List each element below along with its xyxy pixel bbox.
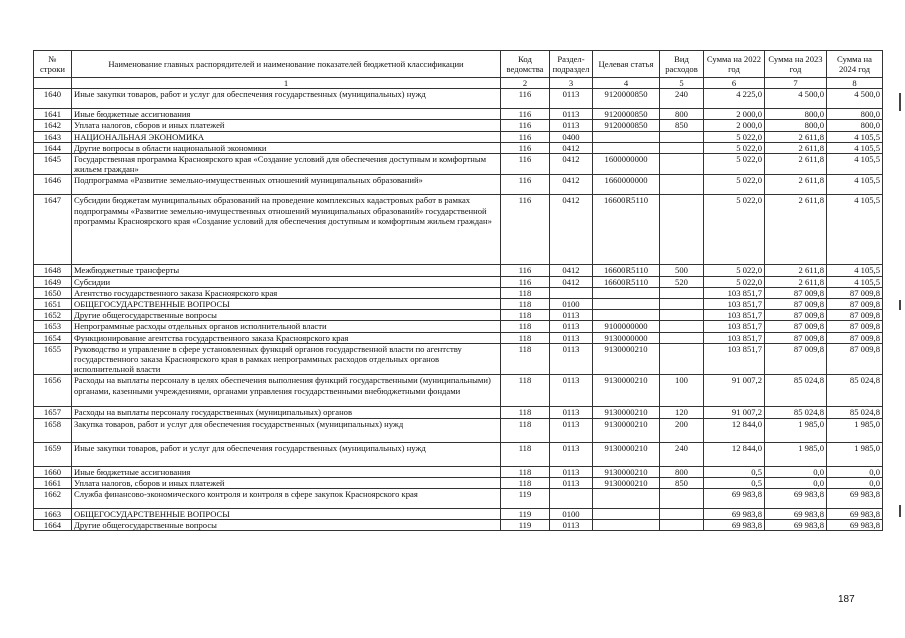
row-sum-2024: 4 105,5 xyxy=(827,195,883,265)
row-expense-kind: 850 xyxy=(660,477,704,488)
table-row xyxy=(34,109,883,120)
row-expense-kind xyxy=(660,310,704,321)
row-sum-2024: 1 985,0 xyxy=(827,418,883,442)
row-name: Межбюджетные трансферты xyxy=(72,265,501,276)
row-sum-2022: 2 000,0 xyxy=(704,120,765,131)
row-sum-2024: 87 009,8 xyxy=(827,287,883,298)
row-sum-2023: 85 024,8 xyxy=(765,407,827,418)
row-sum-2024: 800,0 xyxy=(827,120,883,131)
row-name: ОБЩЕГОСУДАРСТВЕННЫЕ ВОПРОСЫ xyxy=(72,509,501,520)
row-target-code: 9130000210 xyxy=(593,477,660,488)
row-number: 1652 xyxy=(34,310,72,321)
table-row xyxy=(34,89,883,109)
header-row xyxy=(34,51,883,78)
table-row xyxy=(34,520,883,531)
row-section-code: 0412 xyxy=(550,175,593,195)
row-section-code: 0113 xyxy=(550,120,593,131)
row-number: 1662 xyxy=(34,489,72,509)
row-target-code: 9130000000 xyxy=(593,332,660,343)
row-number: 1660 xyxy=(34,466,72,477)
row-sum-2024: 85 024,8 xyxy=(827,407,883,418)
column-number: 1 xyxy=(72,78,501,89)
row-number: 1641 xyxy=(34,109,72,120)
row-expense-kind: 120 xyxy=(660,407,704,418)
table-row xyxy=(34,195,883,265)
header-section: Раздел-подраздел xyxy=(550,51,593,78)
row-sum-2024: 0,0 xyxy=(827,477,883,488)
row-expense-kind xyxy=(660,175,704,195)
row-number: 1653 xyxy=(34,321,72,332)
row-sum-2022: 69 983,8 xyxy=(704,520,765,531)
row-number: 1650 xyxy=(34,287,72,298)
row-section-code: 0412 xyxy=(550,276,593,287)
row-expense-kind xyxy=(660,195,704,265)
row-dept-code: 116 xyxy=(501,276,550,287)
row-name: Подпрограмма «Развитие земельно-имущественных отношений муниципальных образований» xyxy=(72,175,501,195)
row-dept-code: 116 xyxy=(501,109,550,120)
row-sum-2024: 800,0 xyxy=(827,109,883,120)
row-dept-code: 118 xyxy=(501,287,550,298)
row-expense-kind xyxy=(660,343,704,375)
row-dept-code: 119 xyxy=(501,509,550,520)
table-row xyxy=(34,466,883,477)
table-row xyxy=(34,418,883,442)
row-dept-code: 118 xyxy=(501,418,550,442)
row-sum-2023: 87 009,8 xyxy=(765,287,827,298)
row-number: 1646 xyxy=(34,175,72,195)
column-number: 7 xyxy=(765,78,827,89)
row-dept-code: 118 xyxy=(501,332,550,343)
row-name: Субсидии бюджетам муниципальных образований на проведение комплексных кадастровых работ в рамках подпрограммы «Развитие земельно-имущественных отношений муниципальных образований» государственной программы Красноярского края «Создание условий для обеспечения доступным и комфортным жильем граждан» xyxy=(72,195,501,265)
table-row xyxy=(34,477,883,488)
row-name: Расходы на выплаты персоналу государственных (муниципальных) органов xyxy=(72,407,501,418)
row-sum-2022: 91 007,2 xyxy=(704,375,765,407)
row-name: Другие вопросы в области национальной экономики xyxy=(72,142,501,153)
row-sum-2022: 103 851,7 xyxy=(704,299,765,310)
row-target-code: 16600R5110 xyxy=(593,265,660,276)
row-dept-code: 118 xyxy=(501,375,550,407)
row-sum-2024: 4 500,0 xyxy=(827,89,883,109)
row-sum-2022: 5 022,0 xyxy=(704,265,765,276)
row-name: Расходы на выплаты персоналу в целях обеспечения выполнения функций государственными (муниципальными) органами, казенными учреждениями, органами управления государственными внебюджетными фондами xyxy=(72,375,501,407)
row-expense-kind: 500 xyxy=(660,265,704,276)
row-number: 1640 xyxy=(34,89,72,109)
row-section-code: 0113 xyxy=(550,418,593,442)
row-name: Иные бюджетные ассигнования xyxy=(72,466,501,477)
row-number: 1649 xyxy=(34,276,72,287)
row-target-code: 16600R5110 xyxy=(593,276,660,287)
row-section-code: 0113 xyxy=(550,407,593,418)
header-sum-2023: Сумма на 2023 год xyxy=(765,51,827,78)
row-dept-code: 118 xyxy=(501,442,550,466)
table-row xyxy=(34,299,883,310)
row-sum-2022: 103 851,7 xyxy=(704,332,765,343)
row-number: 1648 xyxy=(34,265,72,276)
row-name: Непрограммные расходы отдельных органов исполнительной власти xyxy=(72,321,501,332)
row-sum-2023: 2 611,8 xyxy=(765,142,827,153)
row-expense-kind: 800 xyxy=(660,109,704,120)
row-number: 1642 xyxy=(34,120,72,131)
row-expense-kind: 850 xyxy=(660,120,704,131)
row-sum-2023: 2 611,8 xyxy=(765,276,827,287)
column-number: 4 xyxy=(593,78,660,89)
row-section-code: 0113 xyxy=(550,466,593,477)
row-sum-2022: 12 844,0 xyxy=(704,418,765,442)
row-expense-kind: 240 xyxy=(660,442,704,466)
row-expense-kind xyxy=(660,509,704,520)
scan-edge-mark xyxy=(899,300,901,310)
row-sum-2022: 103 851,7 xyxy=(704,321,765,332)
row-target-code: 9130000210 xyxy=(593,407,660,418)
table-row xyxy=(34,131,883,142)
row-target-code: 1660000000 xyxy=(593,175,660,195)
row-section-code: 0113 xyxy=(550,375,593,407)
row-number: 1663 xyxy=(34,509,72,520)
row-sum-2023: 2 611,8 xyxy=(765,175,827,195)
row-section-code: 0100 xyxy=(550,509,593,520)
column-number: 6 xyxy=(704,78,765,89)
row-sum-2024: 4 105,5 xyxy=(827,175,883,195)
table-row xyxy=(34,407,883,418)
row-target-code: 1600000000 xyxy=(593,154,660,175)
row-target-code xyxy=(593,142,660,153)
row-name: НАЦИОНАЛЬНАЯ ЭКОНОМИКА xyxy=(72,131,501,142)
column-number: 3 xyxy=(550,78,593,89)
row-sum-2022: 5 022,0 xyxy=(704,175,765,195)
row-sum-2024: 0,0 xyxy=(827,466,883,477)
budget-table xyxy=(33,50,883,531)
row-sum-2024: 4 105,5 xyxy=(827,276,883,287)
row-sum-2022: 103 851,7 xyxy=(704,287,765,298)
row-name: Уплата налогов, сборов и иных платежей xyxy=(72,477,501,488)
row-target-code: 9130000210 xyxy=(593,466,660,477)
row-sum-2023: 800,0 xyxy=(765,120,827,131)
table-row xyxy=(34,276,883,287)
row-sum-2023: 4 500,0 xyxy=(765,89,827,109)
row-sum-2023: 2 611,8 xyxy=(765,265,827,276)
row-sum-2024: 69 983,8 xyxy=(827,520,883,531)
row-sum-2023: 69 983,8 xyxy=(765,509,827,520)
row-name: Иные бюджетные ассигнования xyxy=(72,109,501,120)
row-sum-2023: 87 009,8 xyxy=(765,321,827,332)
row-section-code: 0113 xyxy=(550,477,593,488)
row-sum-2022: 69 983,8 xyxy=(704,489,765,509)
table-row xyxy=(34,321,883,332)
row-dept-code: 119 xyxy=(501,520,550,531)
row-sum-2023: 87 009,8 xyxy=(765,343,827,375)
row-target-code xyxy=(593,287,660,298)
row-expense-kind: 200 xyxy=(660,418,704,442)
row-section-code: 0113 xyxy=(550,520,593,531)
row-target-code xyxy=(593,131,660,142)
row-number: 1661 xyxy=(34,477,72,488)
row-sum-2023: 69 983,8 xyxy=(765,489,827,509)
row-target-code: 16600R5110 xyxy=(593,195,660,265)
row-section-code: 0113 xyxy=(550,343,593,375)
row-target-code: 9120000850 xyxy=(593,120,660,131)
row-sum-2024: 87 009,8 xyxy=(827,310,883,321)
row-sum-2024: 1 985,0 xyxy=(827,442,883,466)
scan-edge-mark xyxy=(899,93,901,111)
row-dept-code: 118 xyxy=(501,310,550,321)
row-dept-code: 116 xyxy=(501,120,550,131)
row-sum-2023: 1 985,0 xyxy=(765,418,827,442)
row-section-code: 0113 xyxy=(550,109,593,120)
row-dept-code: 118 xyxy=(501,343,550,375)
row-target-code: 9130000210 xyxy=(593,375,660,407)
row-target-code: 9120000850 xyxy=(593,109,660,120)
row-dept-code: 116 xyxy=(501,195,550,265)
row-section-code: 0113 xyxy=(550,332,593,343)
row-dept-code: 116 xyxy=(501,154,550,175)
row-section-code: 0113 xyxy=(550,321,593,332)
row-target-code: 9130000210 xyxy=(593,442,660,466)
row-sum-2022: 0,5 xyxy=(704,466,765,477)
table-body xyxy=(34,89,883,531)
row-sum-2022: 5 022,0 xyxy=(704,142,765,153)
row-sum-2023: 1 985,0 xyxy=(765,442,827,466)
row-sum-2022: 69 983,8 xyxy=(704,509,765,520)
row-expense-kind xyxy=(660,142,704,153)
row-name: ОБЩЕГОСУДАРСТВЕННЫЕ ВОПРОСЫ xyxy=(72,299,501,310)
row-expense-kind: 240 xyxy=(660,89,704,109)
row-number: 1647 xyxy=(34,195,72,265)
row-target-code: 9100000000 xyxy=(593,321,660,332)
row-number: 1644 xyxy=(34,142,72,153)
row-sum-2024: 4 105,5 xyxy=(827,154,883,175)
row-name: Субсидии xyxy=(72,276,501,287)
row-sum-2024: 85 024,8 xyxy=(827,375,883,407)
row-sum-2024: 87 009,8 xyxy=(827,299,883,310)
row-sum-2023: 2 611,8 xyxy=(765,154,827,175)
row-target-code: 9130000210 xyxy=(593,343,660,375)
row-name: Служба финансово-экономического контроля и контроля в сфере закупок Красноярского края xyxy=(72,489,501,509)
row-sum-2022: 5 022,0 xyxy=(704,195,765,265)
row-sum-2024: 87 009,8 xyxy=(827,321,883,332)
row-dept-code: 118 xyxy=(501,407,550,418)
header-target: Целевая статья xyxy=(593,51,660,78)
row-section-code: 0100 xyxy=(550,299,593,310)
row-sum-2022: 103 851,7 xyxy=(704,310,765,321)
row-sum-2022: 5 022,0 xyxy=(704,131,765,142)
row-sum-2023: 69 983,8 xyxy=(765,520,827,531)
row-sum-2022: 5 022,0 xyxy=(704,154,765,175)
column-number xyxy=(34,78,72,89)
row-dept-code: 116 xyxy=(501,265,550,276)
column-number-row xyxy=(34,78,883,89)
row-section-code xyxy=(550,287,593,298)
row-sum-2022: 103 851,7 xyxy=(704,343,765,375)
row-sum-2023: 87 009,8 xyxy=(765,310,827,321)
row-number: 1659 xyxy=(34,442,72,466)
row-name: Государственная программа Красноярского края «Создание условий для обеспечения доступным и комфортным жильем граждан» xyxy=(72,154,501,175)
column-number: 5 xyxy=(660,78,704,89)
row-dept-code: 118 xyxy=(501,299,550,310)
row-number: 1656 xyxy=(34,375,72,407)
row-target-code xyxy=(593,520,660,531)
row-sum-2023: 85 024,8 xyxy=(765,375,827,407)
table-row xyxy=(34,442,883,466)
column-number: 8 xyxy=(827,78,883,89)
table-row xyxy=(34,375,883,407)
row-name: Иные закупки товаров, работ и услуг для обеспечения государственных (муниципальных) нужд xyxy=(72,89,501,109)
table-row xyxy=(34,154,883,175)
row-expense-kind xyxy=(660,489,704,509)
row-name: Уплата налогов, сборов и иных платежей xyxy=(72,120,501,131)
row-dept-code: 118 xyxy=(501,321,550,332)
header-sum-2024: Сумма на 2024 год xyxy=(827,51,883,78)
row-sum-2024: 87 009,8 xyxy=(827,343,883,375)
row-name: Иные закупки товаров, работ и услуг для обеспечения государственных (муниципальных) нужд xyxy=(72,442,501,466)
row-sum-2024: 4 105,5 xyxy=(827,265,883,276)
row-section-code: 0412 xyxy=(550,154,593,175)
row-sum-2022: 91 007,2 xyxy=(704,407,765,418)
table-row xyxy=(34,175,883,195)
row-expense-kind xyxy=(660,287,704,298)
row-sum-2024: 87 009,8 xyxy=(827,332,883,343)
row-name: Функционирование агентства государственного заказа Красноярского края xyxy=(72,332,501,343)
table-row xyxy=(34,489,883,509)
table-row xyxy=(34,120,883,131)
row-target-code: 9130000210 xyxy=(593,418,660,442)
row-target-code xyxy=(593,310,660,321)
header-kind: Вид расходов xyxy=(660,51,704,78)
row-section-code: 0400 xyxy=(550,131,593,142)
row-dept-code: 116 xyxy=(501,175,550,195)
row-sum-2023: 0,0 xyxy=(765,466,827,477)
page-number: 187 xyxy=(838,594,855,605)
header-row-num: № строки xyxy=(34,51,72,78)
table-row xyxy=(34,265,883,276)
row-dept-code: 116 xyxy=(501,131,550,142)
column-number: 2 xyxy=(501,78,550,89)
row-target-code xyxy=(593,489,660,509)
row-expense-kind: 800 xyxy=(660,466,704,477)
row-dept-code: 118 xyxy=(501,466,550,477)
row-name: Руководство и управление в сфере установленных функций органов государственной власти по агентству государственного заказа Красноярского края в рамках непрограммных расходов отдельных органов исполнительной власти xyxy=(72,343,501,375)
header-name: Наименование главных распорядителей и наименование показателей бюджетной классификации xyxy=(72,51,501,78)
row-expense-kind xyxy=(660,332,704,343)
row-number: 1645 xyxy=(34,154,72,175)
row-dept-code: 116 xyxy=(501,89,550,109)
table-row xyxy=(34,142,883,153)
row-sum-2023: 87 009,8 xyxy=(765,332,827,343)
row-target-code: 9120000850 xyxy=(593,89,660,109)
row-expense-kind xyxy=(660,154,704,175)
row-expense-kind xyxy=(660,131,704,142)
row-sum-2022: 4 225,0 xyxy=(704,89,765,109)
row-section-code: 0113 xyxy=(550,310,593,321)
header-dept: Код ведомства xyxy=(501,51,550,78)
row-sum-2024: 4 105,5 xyxy=(827,131,883,142)
row-expense-kind: 100 xyxy=(660,375,704,407)
row-section-code: 0412 xyxy=(550,265,593,276)
row-sum-2024: 4 105,5 xyxy=(827,142,883,153)
scan-edge-mark xyxy=(899,505,901,517)
row-sum-2022: 5 022,0 xyxy=(704,276,765,287)
table-row xyxy=(34,509,883,520)
row-number: 1658 xyxy=(34,418,72,442)
row-section-code xyxy=(550,489,593,509)
table-row xyxy=(34,287,883,298)
row-section-code: 0113 xyxy=(550,442,593,466)
row-sum-2024: 69 983,8 xyxy=(827,509,883,520)
table-row xyxy=(34,310,883,321)
row-sum-2022: 2 000,0 xyxy=(704,109,765,120)
row-sum-2022: 0,5 xyxy=(704,477,765,488)
row-name: Другие общегосударственные вопросы xyxy=(72,310,501,321)
row-sum-2022: 12 844,0 xyxy=(704,442,765,466)
row-section-code: 0412 xyxy=(550,142,593,153)
table-row xyxy=(34,332,883,343)
row-target-code xyxy=(593,299,660,310)
row-number: 1664 xyxy=(34,520,72,531)
row-number: 1655 xyxy=(34,343,72,375)
row-number: 1651 xyxy=(34,299,72,310)
row-expense-kind xyxy=(660,299,704,310)
row-sum-2023: 87 009,8 xyxy=(765,299,827,310)
row-dept-code: 119 xyxy=(501,489,550,509)
row-name: Другие общегосударственные вопросы xyxy=(72,520,501,531)
row-dept-code: 118 xyxy=(501,477,550,488)
row-target-code xyxy=(593,509,660,520)
row-name: Закупка товаров, работ и услуг для обеспечения государственных (муниципальных) нужд xyxy=(72,418,501,442)
table-row xyxy=(34,343,883,375)
row-sum-2023: 2 611,8 xyxy=(765,131,827,142)
row-section-code: 0412 xyxy=(550,195,593,265)
header-sum-2022: Сумма на 2022 год xyxy=(704,51,765,78)
row-sum-2023: 0,0 xyxy=(765,477,827,488)
row-expense-kind: 520 xyxy=(660,276,704,287)
row-dept-code: 116 xyxy=(501,142,550,153)
row-number: 1643 xyxy=(34,131,72,142)
row-name: Агентство государственного заказа Красноярского края xyxy=(72,287,501,298)
row-expense-kind xyxy=(660,321,704,332)
row-number: 1654 xyxy=(34,332,72,343)
row-section-code: 0113 xyxy=(550,89,593,109)
row-number: 1657 xyxy=(34,407,72,418)
row-sum-2024: 69 983,8 xyxy=(827,489,883,509)
row-sum-2023: 2 611,8 xyxy=(765,195,827,265)
row-sum-2023: 800,0 xyxy=(765,109,827,120)
row-expense-kind xyxy=(660,520,704,531)
